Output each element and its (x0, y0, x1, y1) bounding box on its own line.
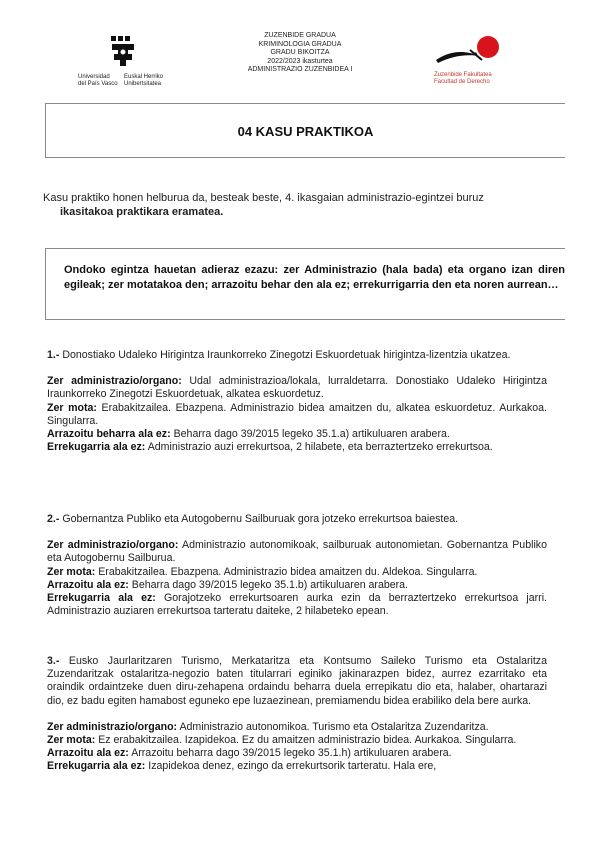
answer-text: Erabakitzailea. Ebazpena. Administrazio bidea amaitzen du, alkatea eskuordetuz. Aurkakoa. Singularra. (47, 401, 547, 427)
answer-label: Zer mota: (47, 734, 96, 747)
intro-line: ikasitakoa praktikara eramatea. (60, 206, 224, 218)
intro-paragraph (43, 191, 563, 219)
faculty-name-es: Facultad de Derecho (434, 79, 490, 85)
answer-line (47, 734, 547, 747)
case-number: 2.- (47, 513, 60, 525)
answer-label: Errekugarria ala ez: (47, 760, 146, 773)
course-line: GRADU BIKOITZA (270, 49, 330, 56)
answer-line (47, 747, 547, 760)
case-statement-text: Gobernantza Publiko eta Autogobernu Sailburuak gora jotzeko errekurtsoa baiestea. (62, 513, 459, 525)
answer-label: Zer administrazio/organo: (47, 720, 178, 733)
answer-line (47, 375, 547, 401)
page-header (0, 30, 600, 90)
intro-line: Kasu praktiko honen helburua da, besteak beste, 4. ikasgaian administrazio-egintzei buruz (43, 192, 484, 204)
answer-text: Administrazio auzi errekurtsoa, 2 hilabete, eta berraztertzeko errekurtsoa. (147, 441, 493, 454)
answer-label: Zer administrazio/organo: (47, 539, 179, 552)
answer-line (47, 539, 547, 565)
answer-line (47, 566, 547, 579)
answer-text: Arrazoitu beharra dago 39/2015 legeko 35.1.h) artikuluaren arabera. (131, 747, 452, 760)
answer-label: Zer mota: (47, 401, 97, 414)
case-statement (47, 349, 547, 362)
answer-label: Arrazoitu ala ez: (47, 578, 129, 591)
answer-label: Zer mota: (47, 565, 96, 578)
case-1 (47, 349, 547, 454)
answer-text: Ez erabakitzailea. Izapidekoa. Ez du amaitzen administrazio bidea. Aurkakoa. Singularra. (98, 734, 517, 747)
course-line: 2022/2023 ikasturtea (267, 57, 333, 65)
faculty-emblem-icon (430, 30, 510, 70)
answer-line (47, 592, 547, 618)
answer-line (47, 428, 547, 441)
answer-line (47, 721, 547, 734)
question-text: Ondoko egintza hauetan adieraz ezazu: zer Administrazio (hala bada) eta organo izan diren egileak; zer motatakoa den; arrazoitu behar den ala ez; errekurrigarria den eta noren aurrean… (64, 264, 565, 291)
answer-text: Beharra dago 39/2015 legeko 35.1.a) artikuluaren arabera. (173, 428, 450, 441)
answer-text: Beharra dago 39/2015 legeko 35.1.b) artikuluaren arabera. (131, 578, 408, 591)
course-line: KRIMINOLOGIA GRADUA (258, 40, 342, 48)
answer-label: Zer administrazio/organo: (47, 375, 182, 388)
case-number: 3.- (47, 655, 60, 667)
course-line: ZUZENBIDE GRADUA (264, 32, 336, 39)
answer-text: Gorajotzeko errekurtsoaren aurka ezin da berraztertzeko errekurtsoa jarri. Administrazio auziaren errekurtsoa tarteratu daiteke, 2 hilabeteko epean. (47, 592, 548, 618)
page-title: 04 KASU PRAKTIKOA (237, 124, 374, 139)
answer-label: Errekugarria ala ez: (47, 592, 156, 605)
answer-line (47, 402, 547, 428)
answer-line (47, 760, 547, 773)
faculty-logo (430, 30, 520, 90)
answer-label: Arrazoitu beharra ala ez: (47, 428, 171, 441)
university-name-es: Universidad del País Vasco (78, 74, 118, 87)
case-statement-text: Eusko Jaurlaritzaren Turismo, Merkataritza eta Kontsumo Saileko Turismo eta Ostalaritza Zuzendaritzak ostalaritza-negozio baten titularrari eginiko jakinarazpen bidez, aurrez ezarritako eta oraindik ordaintzeke duen diru-zehapena ordaindu beharra duela errepikatu dio eta, halaber, ohartarazi dio, ez badu egiten hamabost eguneko epe luzaezinean, premiamendu bidea erabiliko dela bere aurka. (47, 655, 547, 707)
answer-text: Erabakitzailea. Ebazpena. Administrazio bidea amaitzen du. Aldekoa. Singularra. (98, 565, 478, 578)
answer-text: Administrazio autonomikoa. Turismo eta Ostalaritza Zuzendaritza. (179, 720, 489, 733)
answer-label: Errekugarria ala ez: (47, 441, 146, 454)
course-line: ADMINISTRAZIO ZUZENBIDEA I (247, 66, 353, 73)
answer-label: Arrazoitu ala ez: (47, 747, 129, 760)
title-box (45, 103, 565, 158)
case-statement (47, 513, 547, 526)
case-2 (47, 513, 547, 618)
upv-ehu-logo (78, 34, 168, 90)
university-name-eu: Euskal Herriko Unibertsitatea (124, 74, 164, 87)
upv-ehu-emblem-icon (108, 34, 138, 70)
answer-text: Izapidekoa denez, ezingo da errekurtsorik tarteratu. Hala ere, (148, 760, 437, 773)
answer-line (47, 579, 547, 592)
case-number: 1.- (47, 349, 60, 361)
faculty-name-eu: Zuzenbide Fakultatea (434, 72, 492, 78)
case-statement-text: Donostiako Udaleko Hirigintza Iraunkorreko Zinegotzi Eskuordetuak hirigintza-lizentzia ukatzea. (62, 349, 511, 361)
question-box (45, 248, 565, 320)
answer-text: Udal administrazioa/lokala, lurraldetarra. Donostiako Udaleko Hirigintza Iraunkorreko Zinegotzi Eskuordetuak, alkatea eskuordetuz. (47, 375, 547, 401)
case-statement (47, 655, 547, 708)
answer-line (47, 441, 547, 454)
case-3 (47, 655, 547, 774)
answer-text: Administrazio autonomikoak, sailburuak autonomietan. Gobernantza Publiko eta Autogobernu Sailburua. (47, 539, 547, 565)
course-info (210, 32, 390, 75)
